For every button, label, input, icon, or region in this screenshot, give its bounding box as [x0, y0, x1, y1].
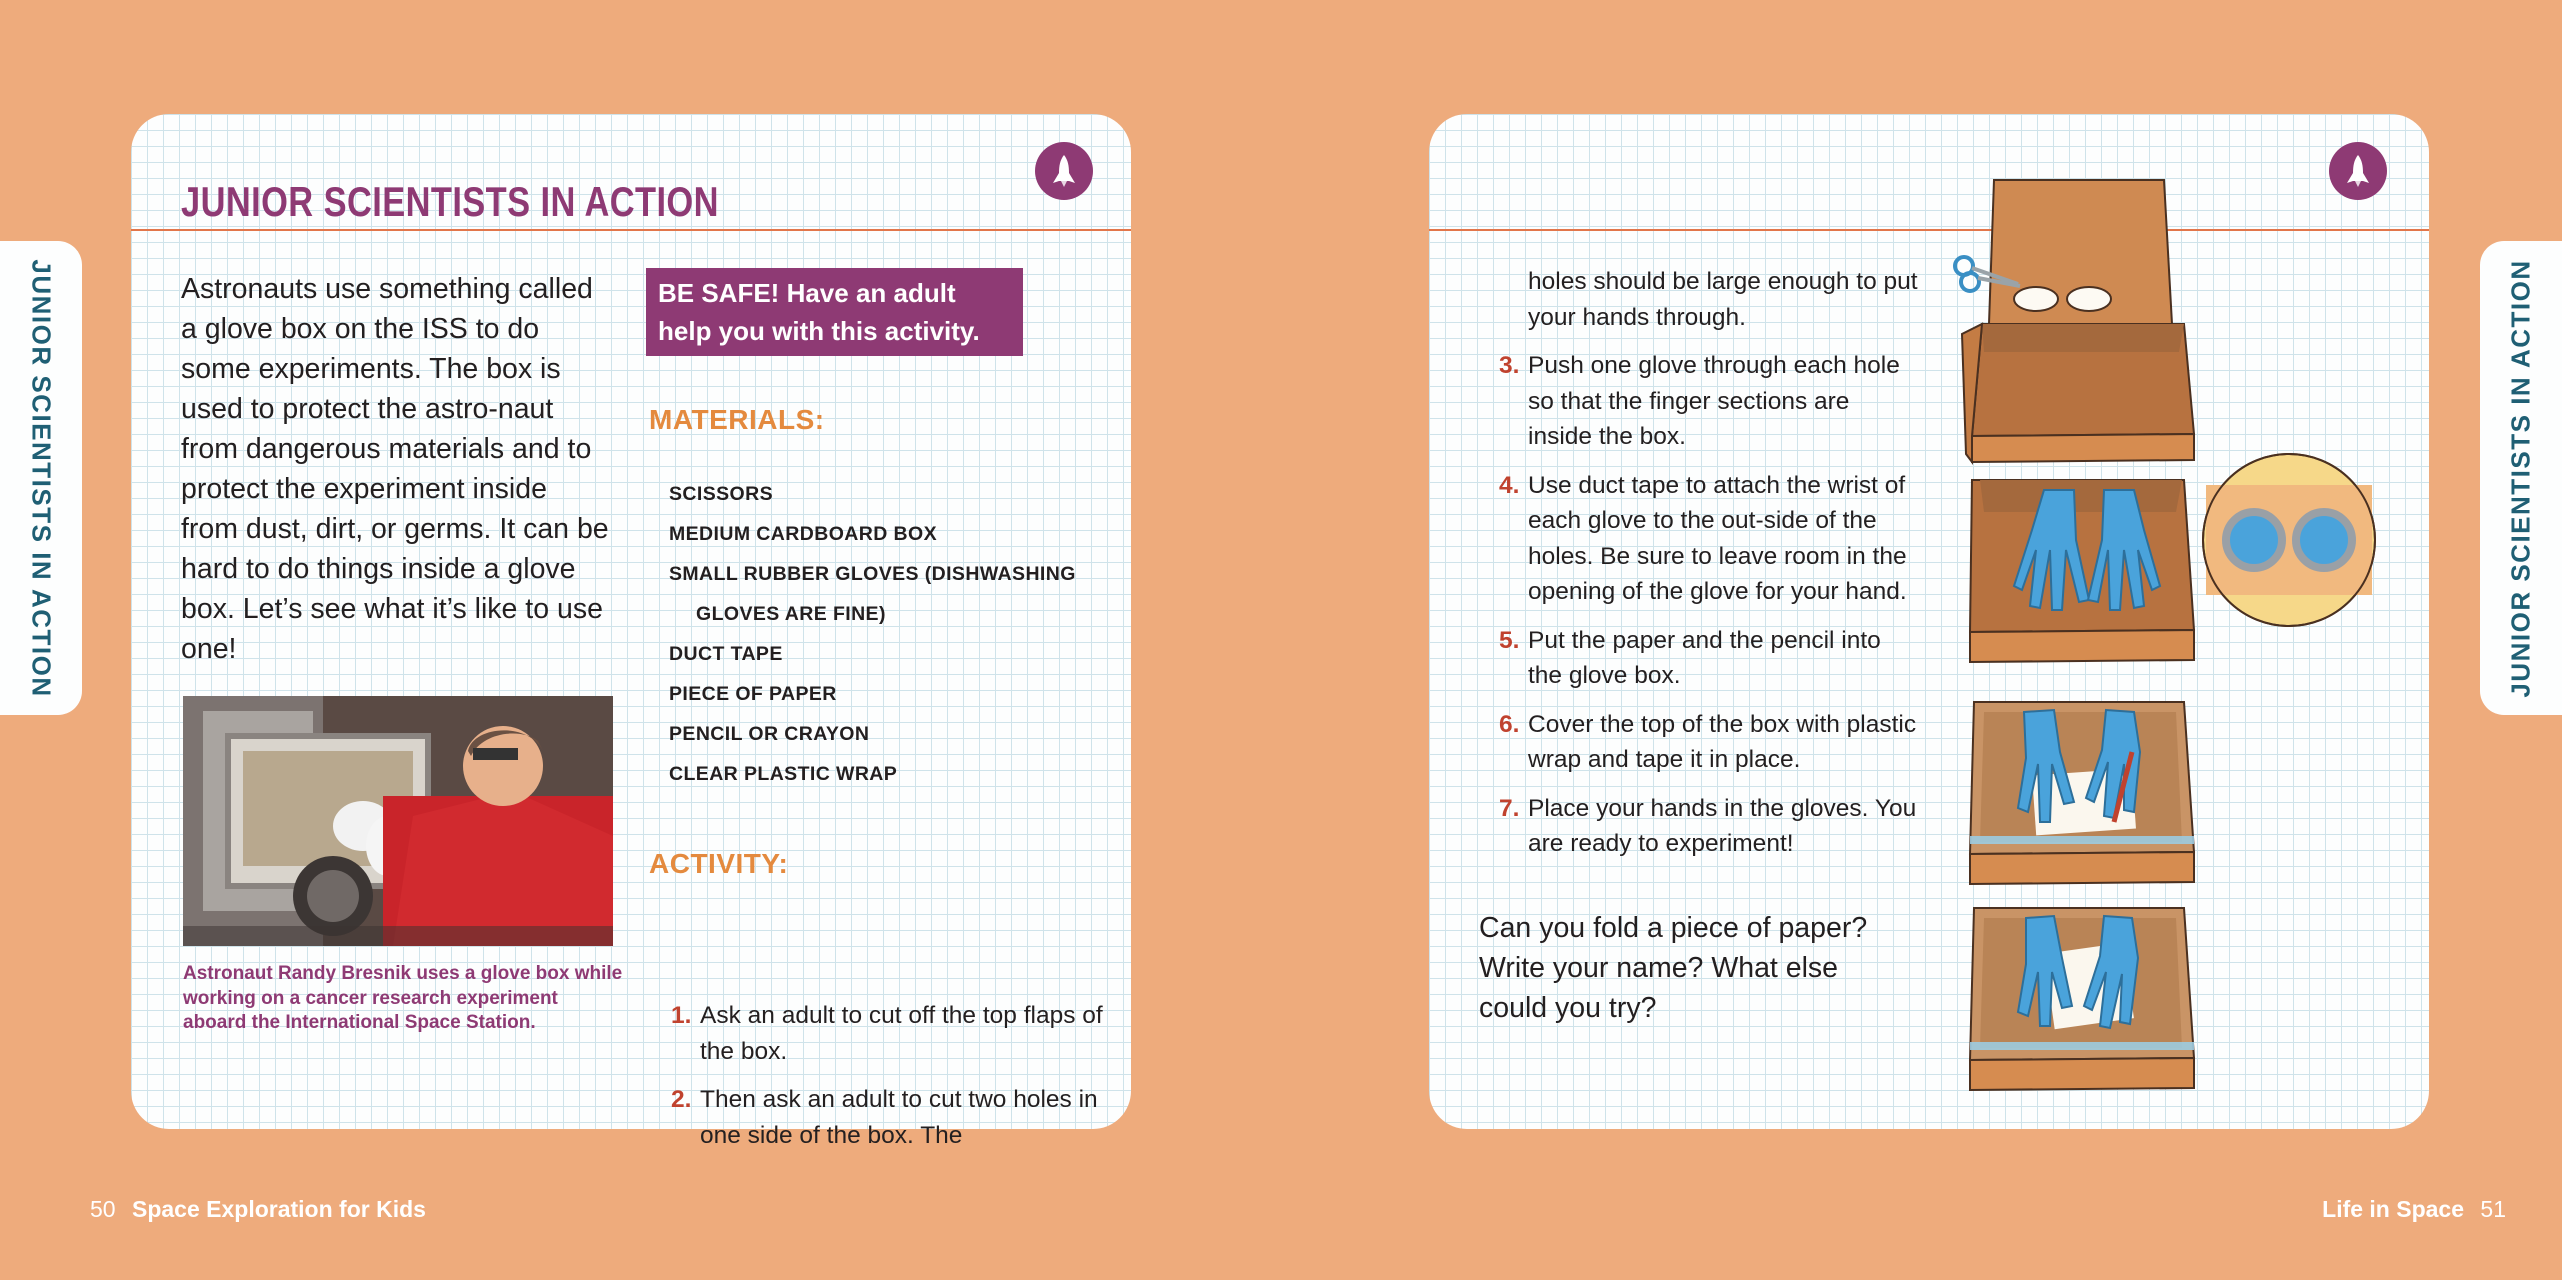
activity-step: [671, 998, 1111, 1069]
step-number: 2.: [671, 1086, 692, 1113]
intro-paragraph: Astronauts use something called a glove box on the ISS to do some experiments. The box is used to protect the astro-naut from dangerous materials and to protect the experiment inside from dust, dirt, or germs. It can be hard to do things inside a glove box. Let’s see what it’s like to use one!: [181, 273, 609, 665]
activity-steps-list: [1499, 348, 1919, 862]
activity-steps-continued: [1499, 264, 1919, 875]
step-text: Place your hands in the gloves. You are ready to experiment!: [1528, 794, 1917, 857]
step-number: 1.: [671, 1002, 692, 1029]
right-page-card: [1429, 114, 2429, 1129]
step-text: Use duct tape to attach the wrist of each glove to the out-side of the holes. Be sure to leave room in the opening of the glove for your hand.: [1528, 471, 1907, 605]
activity-steps: [671, 998, 1111, 1166]
step-continued-text: holes should be large enough to put your hands through.: [1528, 268, 1918, 331]
page-number: 51: [2480, 1196, 2506, 1222]
step-text: Ask an adult to cut off the top flaps of the box.: [700, 1002, 1103, 1065]
materials-list: [669, 474, 1119, 794]
footer-right: [2322, 1196, 2516, 1223]
activity-step: [671, 1082, 1111, 1153]
closing-question: Can you fold a piece of paper? Write your name? What else could you try?: [1479, 912, 1868, 1024]
box-with-holes-illustration: [1954, 174, 2354, 464]
step-text: Push one glove through each hole so that the finger sections are inside the box.: [1528, 352, 1900, 450]
step-number: 5.: [1499, 626, 1520, 654]
activity-heading: ACTIVITY:: [649, 848, 789, 879]
astronaut-photo: [183, 696, 613, 946]
box-with-gloves-illustration: [1954, 450, 2354, 665]
chapter-title: Life in Space: [2322, 1196, 2465, 1222]
materials-item: SCISSORS: [669, 483, 773, 505]
left-page-card: [131, 114, 1131, 1149]
step-number: 6.: [1499, 710, 1520, 738]
materials-item: DUCT TAPE: [669, 643, 783, 665]
materials-item: CLEAR PLASTIC WRAP: [669, 763, 898, 785]
activity-step: [1499, 623, 1919, 694]
activity-step: [1499, 707, 1919, 778]
step-number: 3.: [1499, 352, 1520, 379]
activity-step: [1499, 468, 1919, 610]
materials-item: SMALL RUBBER GLOVES (DISHWASHING GLOVES ARE FINE): [669, 563, 1076, 625]
materials-item: PIECE OF PAPER: [669, 683, 837, 705]
materials-heading: MATERIALS:: [649, 404, 825, 435]
materials-item: MEDIUM CARDBOARD BOX: [669, 523, 937, 545]
safety-notice: BE SAFE! Have an adult help you with this activity.: [646, 268, 1023, 356]
page-number: 50: [90, 1196, 116, 1222]
footer-left: [80, 1196, 426, 1223]
book-title: Space Exploration for Kids: [131, 1196, 426, 1222]
activity-step: [1499, 791, 1919, 862]
materials-item: PENCIL OR CRAYON: [669, 723, 870, 745]
step-text: Cover the top of the box with plastic wrap and tape it in place.: [1528, 710, 1917, 773]
step-number: 4.: [1499, 471, 1520, 499]
activity-step: [1499, 348, 1919, 455]
side-tab-label: JUNIOR SCIENTISTS IN ACTION: [26, 258, 57, 698]
step-text: Put the paper and the pencil into the glove box.: [1528, 626, 1881, 689]
page-title: JUNIOR SCIENTISTS IN ACTION: [181, 178, 719, 225]
glove-box-paper-illustration: [1954, 898, 2354, 1098]
photo-caption: Astronaut Randy Bresnik uses a glove box while working on a cancer research experiment aboard the International Space Station.: [183, 963, 623, 1033]
side-tab-label: JUNIOR SCIENTISTS IN ACTION: [2505, 258, 2536, 698]
header-rule: [131, 229, 1131, 231]
step-text: Then ask an adult to cut two holes in one side of the box. The: [700, 1086, 1098, 1149]
glove-box-pencil-illustration: [1954, 692, 2354, 892]
side-tab-left: [0, 241, 82, 715]
step-number: 7.: [1499, 794, 1520, 822]
shuttle-icon: [1035, 142, 1093, 200]
side-tab-right: [2480, 241, 2562, 715]
